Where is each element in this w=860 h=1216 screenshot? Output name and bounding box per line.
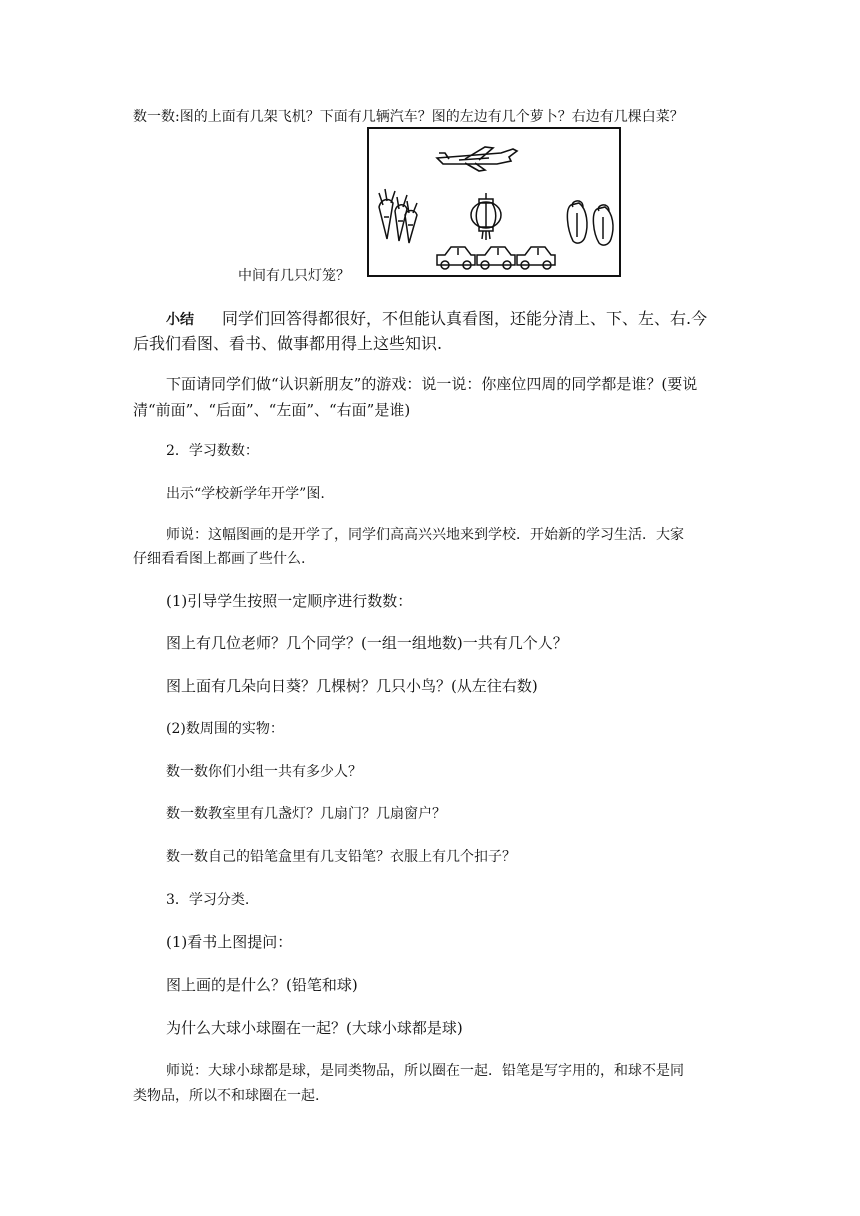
summary-line2: 后我们看图、看书、做事都用得上这些知识. [133,334,443,353]
section2-step1: (1)引导学生按照一定顺序进行数数： [166,592,413,610]
section2-q1: 图上有几位老师？几个同学？(一组一组地数)一共有几个人？ [166,634,568,652]
position-figure [367,127,621,277]
carrot-icon [379,189,417,243]
cabbage-icon [567,201,613,245]
airplane-icon [437,147,517,171]
section3-teacher-line2: 类物品，所以不和球圈在一起. [133,1088,320,1104]
section3-q2: 为什么大球小球圈在一起？(大球小球都是球) [166,1019,463,1037]
section2-q3: 数一数你们小组一共有多少人？ [166,764,362,780]
section2-q5: 数一数自己的铅笔盒里有几支铅笔？衣服上有几个扣子？ [166,849,516,865]
section2-q2: 图上面有几朵向日葵？几棵树？几只小鸟？(从左往右数) [166,677,538,695]
figure-drawing [369,129,619,275]
section2-step2: (2)数周围的实物： [166,721,284,737]
section3-heading: 3．学习分类. [166,892,250,908]
game-line1: 下面请同学们做“认识新朋友”的游戏：说一说：你座位四周的同学都是谁？(要说 [166,375,698,393]
section2-q4: 数一数教室里有几盏灯？几扇门？几扇窗户？ [166,806,446,822]
section2-teacher-line2: 仔细看看图上都画了些什么. [133,551,306,567]
lantern-question: 中间有几只灯笼？ [238,268,350,284]
car-icon [437,247,555,269]
section2-show: 出示“学校新学年开学”图. [166,486,325,502]
section2-teacher-line1: 师说：这幅图画的是开学了，同学们高高兴兴地来到学校．开始新的学习生活．大家 [166,527,684,543]
game-line2: 清“前面”、“后面”、“左面”、“右面”是谁) [133,401,411,419]
section3-step1: (1)看书上图提问： [166,933,293,951]
summary-line1: 同学们回答得都很好，不但能认真看图，还能分清上、下、左、右.今 [222,309,708,328]
section2-heading: 2．学习数数： [166,443,259,459]
intro-question: 数一数:图的上面有几架飞机？下面有几辆汽车？图的左边有几个萝卜？右边有几棵白菜？ [133,109,684,125]
section3-q1: 图上画的是什么？(铅笔和球) [166,976,358,994]
section3-teacher-line1: 师说：大球小球都是球，是同类物品，所以圈在一起．铅笔是写字用的，和球不是同 [166,1063,684,1079]
summary-label: 小结 [166,312,194,328]
lantern-icon [471,193,501,240]
